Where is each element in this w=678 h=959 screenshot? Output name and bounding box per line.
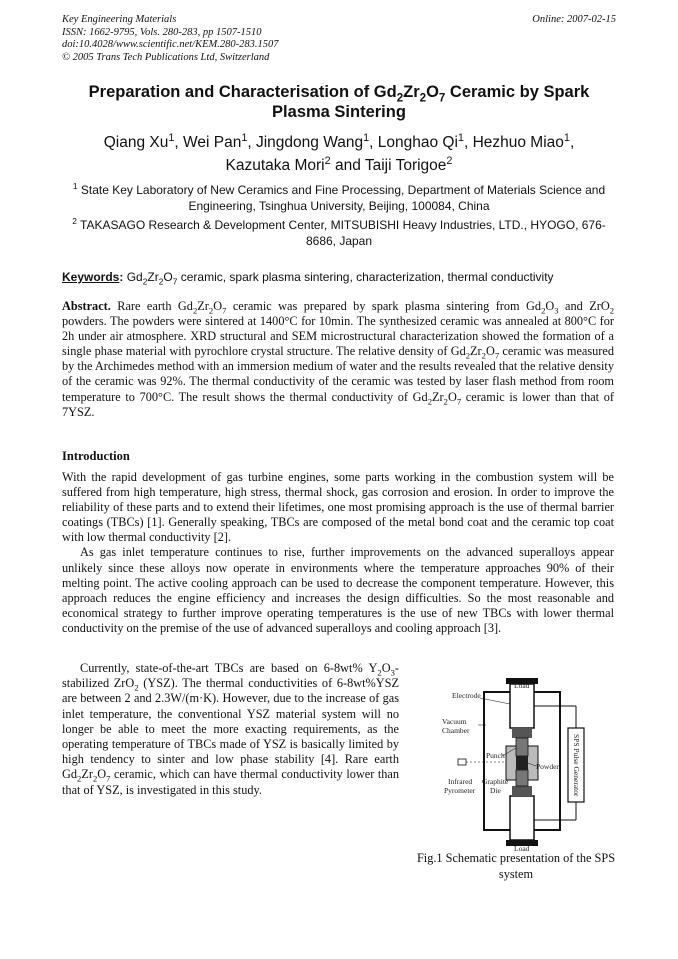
powder-sample [516,756,528,770]
upper-punch [516,738,528,756]
introduction-body [62,470,614,636]
label-electrode: Electrode [452,691,481,700]
introduction-heading: Introduction [62,449,130,463]
label-vacuum: Vacuum [442,717,467,726]
journal-name: Key Engineering Materials [62,14,177,25]
journal-header [62,14,616,64]
upper-electrode [510,684,534,728]
paper-title: Preparation and Characterisation of $Gd_2Zr_2O_7$ Ceramic by Spark Plasma Sintering [88,83,590,121]
label-pulse-generator: SPS Pulse Generator [572,734,581,797]
figure-caption: Fig.1 Schematic presentation of the SPS system [416,851,616,881]
issn-line: ISSN: 1662-9795, Vols. 280-283, pp 1507-1510 [62,26,262,38]
pyrometer-icon [458,759,466,765]
label-load-bottom: Load [514,844,530,852]
doi-line: doi:10.4028/www.scientific.net/KEM.280-283.1507 [62,39,279,50]
label-powder: Powder [536,762,559,771]
online-date: Online: 2007-02-15 [532,14,616,25]
lower-punch [516,770,528,786]
intro-paragraph-2: As gas inlet temperature continues to rise, further improvements on the advanced superalloys appear unlikely since these alloys now operate in environments where the temperature approaches 90% of their melting point. The active cooling approach can be used to decrease the component temperature. However, this approach reduces the engine efficiency and increases the design difficulties. So the most reasonable and economical strategy to further improve operating temperatures is the use of new TBCs with lower thermal conductivity on the premise of the use of advanced superalloys and cooling approach [3]. [62,545,614,635]
author-list: Qiang Xu$^1$, Wei Pan$^1$, Jingdong Wang$^1$, Longhao Qi$^1$, Hezhuo Miao$^1$, Kazutaka Mori$^2$ and Taiji Torigoe$^2$ [103,131,575,174]
intro-paragraph-1: With the rapid development of gas turbine engines, some parts working in the combustion system will be suffered from high temperature, high stress, thermal shock, gas corrosion and erosion. In order to improve the reliability of these parts and to extend their lifetimes, one most promising approach is the use of thermal barrier coatings (TBCs) [1]. Generally speaking, TBCs are composed of the metal bond coat and the ceramic top coat with low thermal conductivity [2]. [62,470,614,545]
lower-spacer [512,786,532,796]
lower-electrode [510,796,534,840]
affiliation-2: $^2$ TAKASAGO Research & Development Center, MITSUBISHI Heavy Industries, LTD., HYOGO, 676-8686, Japan [72,216,606,248]
label-die: Die [490,786,501,795]
sps-schematic-figure [416,676,616,852]
intro-paragraph-3: Currently, state-of-the-art TBCs are based on 6-8wt% $Y_2O_3$-stabilized ZrO$_2$ (YSZ). The thermal conductivities of 6-8wt%YSZ are between 2 and 2.3W/(m·K). However, due to the increase of gas inlet temperature, the conventional YSZ material system will no longer be able to meet the more exacting requirements, as the operating temperature of TBCs made of YSZ is basically limited by high tendency to sinter and low phase stability [4]. Rare earth $Gd_2Zr_2O_7$ ceramic, which can have thermal conductivity lower than that of YSZ, is investigated in this study. [62,661,399,797]
label-load-top: Load [514,681,530,690]
copyright-line: © 2005 Trans Tech Publications Ltd, Switzerland [62,51,270,63]
affiliation-1: $^1$ State Key Laboratory of New Ceramics and Fine Processing, Department of Materials Science and Engineering, Tsinghua University, Beijing, 100084, China [72,181,606,213]
label-chamber: Chamber [442,726,470,735]
label-punch: Punch [486,751,505,760]
keywords: Keywords: $Gd_2Zr_2O_7$ ceramic, spark plasma sintering, characterization, thermal conductivity [62,270,554,287]
label-graphite: Graphite [482,777,509,786]
abstract: Abstract. Rare earth $Gd_2Zr_2O_7$ ceramic was prepared by spark plasma sintering from $Gd_2O_3$ and ZrO$_2$ powders. The powders were sintered at 1400°C for 10min. The synthesized ceramic was annealed at 800°C for 2h under air atmosphere. XRD structural and SEM microstructural characterization showed the formation of a single phase material with pyrochlore crystal structure. The relative density of $Gd_2Zr_2O_7$ ceramic was measured by the Archimedes method with an immersion medium of water and the results revealed that the relative density of the ceramic was 92%. The thermal conductivity of the ceramic was tested by laser flash method from room temperature to 700°C. The result shows the thermal conductivity of $Gd_2Zr_2O_7$ ceramic is lower than that of 7YSZ. [62,299,615,419]
label-infrared: Infrared [448,777,473,786]
label-pyrometer: Pyrometer [444,786,476,795]
upper-spacer [512,728,532,738]
